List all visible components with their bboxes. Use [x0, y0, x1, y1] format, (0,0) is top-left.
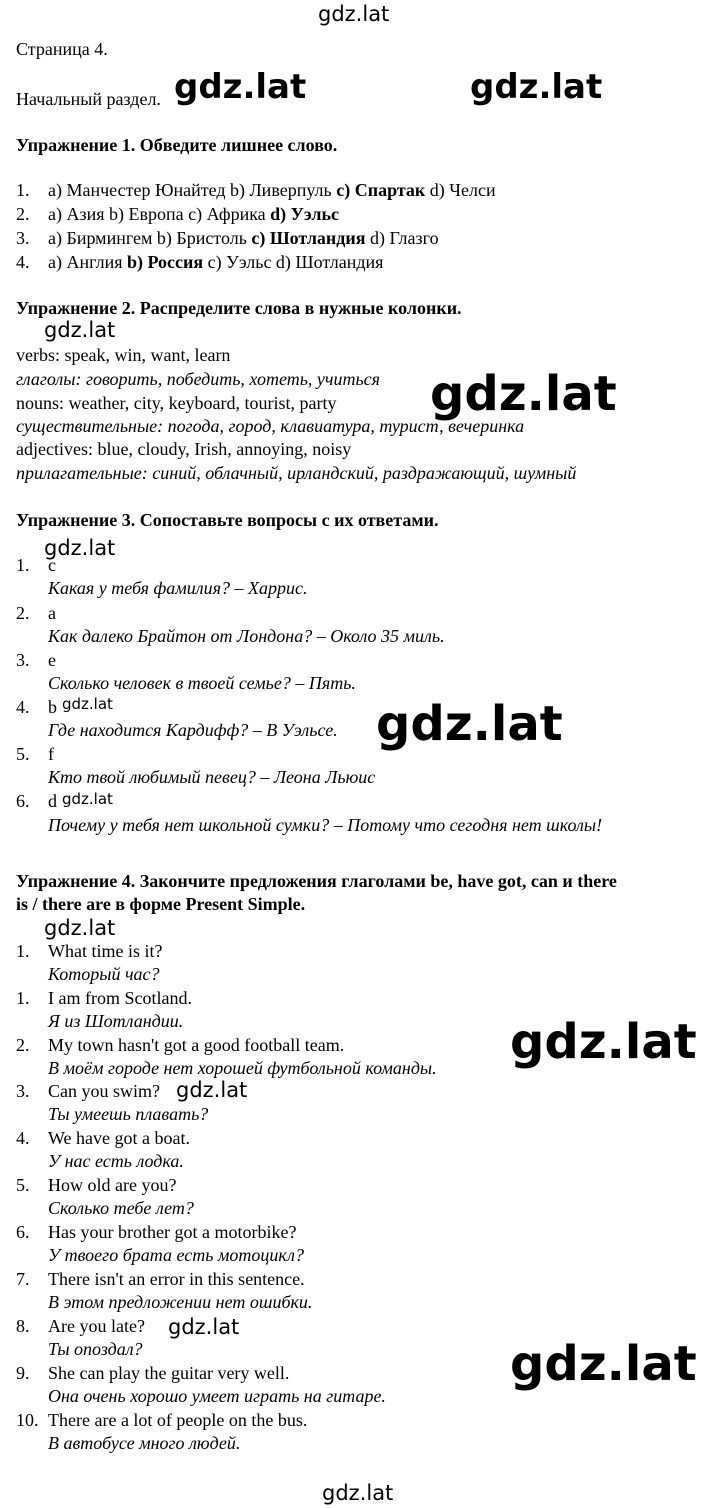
- item-text: [48, 227, 439, 249]
- exercise-4-heading-cont: is / there are в форме Present Simple.: [16, 894, 306, 914]
- watermark-text: gdz.lat: [168, 1315, 240, 1339]
- watermark-text: gdz.lat: [44, 916, 116, 940]
- option-text: a) Азия b) Европа c) Африка: [48, 204, 271, 224]
- answer-translation: Где находится Кардифф? – В Уэльсе.: [48, 720, 338, 740]
- item-text: [48, 203, 339, 225]
- item-number: 6.: [16, 1222, 30, 1242]
- watermark-text: gdz.lat: [318, 2, 390, 26]
- answer-translation: Сколько человек в твоей семье? – Пять.: [48, 673, 356, 693]
- item-number: 6.: [16, 791, 30, 811]
- option-text: c) Уэльс d) Шотландия: [203, 252, 384, 272]
- item-number: 4.: [16, 252, 30, 272]
- option-text: d) Челси: [425, 180, 496, 200]
- watermark-text: gdz.lat: [470, 67, 603, 107]
- answer-letter: c: [48, 555, 56, 575]
- watermark-text: gdz.lat: [62, 790, 113, 808]
- item-number: 3.: [16, 1081, 30, 1101]
- odd-word: c) Спартак: [336, 180, 426, 200]
- watermark-text: gdz.lat: [376, 696, 563, 752]
- item-number: 5.: [16, 744, 30, 764]
- sentence-en: She can play the guitar very well.: [48, 1363, 290, 1383]
- odd-word: c) Шотландия: [251, 228, 366, 248]
- verbs-line: verbs: speak, win, want, learn: [16, 345, 231, 365]
- option-text: d) Глазго: [365, 228, 439, 248]
- item-number: 1.: [16, 941, 30, 961]
- sentence-en: I am from Scotland.: [48, 988, 192, 1008]
- sentence-en: There isn't an error in this sentence.: [48, 1269, 305, 1289]
- item-number: 1.: [16, 988, 30, 1008]
- verbs-translation: глаголы: говорить, победить, хотеть, учиться: [16, 369, 381, 389]
- sentence-ru: Ты опоздал?: [48, 1339, 143, 1359]
- exercise-1-heading: Упражнение 1. Обведите лишнее слово.: [16, 135, 338, 155]
- sentence-ru: У твоего брата есть мотоцикл?: [48, 1245, 305, 1265]
- answer-translation: Как далеко Брайтон от Лондона? – Около 35 миль.: [48, 626, 445, 646]
- item-number: 1.: [16, 180, 30, 200]
- sentence-en: Are you late?: [48, 1316, 145, 1336]
- watermark-text: gdz.lat: [174, 67, 307, 107]
- item-number: 2.: [16, 603, 30, 623]
- item-number: 1.: [16, 555, 30, 575]
- item-number: 8.: [16, 1316, 30, 1336]
- watermark-text: gdz.lat: [430, 366, 617, 422]
- answer-translation: Какая у тебя фамилия? – Харрис.: [48, 578, 308, 598]
- option-text: a) Бирмингем b) Бристоль: [48, 228, 252, 248]
- option-text: a) Манчестер Юнайтед b) Ливерпуль: [48, 180, 337, 200]
- sentence-en: There are a lot of people on the bus.: [48, 1410, 308, 1430]
- watermark-text: gdz.lat: [44, 318, 116, 342]
- sentence-ru: Ты умеешь плавать?: [48, 1104, 209, 1124]
- sentence-ru: У нас есть лодка.: [48, 1151, 184, 1171]
- answer-letter: b: [48, 697, 57, 717]
- item-number: 5.: [16, 1175, 30, 1195]
- item-number: 2.: [16, 1035, 30, 1055]
- sentence-en: What time is it?: [48, 941, 163, 961]
- watermark-text: gdz.lat: [510, 1014, 697, 1070]
- answer-translation: Кто твой любимый певец? – Леона Льюис: [48, 767, 376, 787]
- exercise-3-heading: Упражнение 3. Сопоставьте вопросы с их ответами.: [16, 510, 439, 530]
- nouns-translation: существительные: погода, город, клавиатура, турист, вечеринка: [16, 416, 525, 436]
- watermark-text: gdz.lat: [510, 1336, 697, 1392]
- watermark-text: gdz.lat: [322, 1481, 394, 1505]
- option-text: a) Англия: [48, 252, 127, 272]
- sentence-en: We have got a boat.: [48, 1128, 190, 1148]
- answer-letter: a: [48, 603, 56, 623]
- odd-word: b) Россия: [126, 252, 204, 272]
- answer-letter: f: [48, 744, 54, 764]
- answer-letter: d: [48, 791, 57, 811]
- item-text: [48, 179, 496, 201]
- item-number: 4.: [16, 697, 30, 717]
- item-number: 3.: [16, 650, 30, 670]
- watermark-text: gdz.lat: [62, 695, 113, 713]
- sentence-ru: В моём городе нет хорошей футбольной команды.: [48, 1058, 437, 1078]
- nouns-line: nouns: weather, city, keyboard, tourist, party: [16, 393, 337, 413]
- item-number: 4.: [16, 1128, 30, 1148]
- sentence-ru: Она очень хорошо умеет играть на гитаре.: [48, 1386, 386, 1406]
- answer-translation: Почему у тебя нет школьной сумки? – Потому что сегодня нет школы!: [48, 815, 603, 835]
- item-number: 10.: [16, 1410, 39, 1430]
- odd-word: d) Уэльс: [270, 204, 339, 224]
- sentence-ru: Сколько тебе лет?: [48, 1198, 194, 1218]
- sentence-ru: В автобусе много людей.: [48, 1433, 241, 1453]
- exercise-4-heading: Упражнение 4. Закончите предложения глаголами be, have got, can и there: [16, 871, 617, 891]
- sentence-ru: Я из Шотландии.: [48, 1011, 184, 1031]
- item-number: 9.: [16, 1363, 30, 1383]
- sentence-ru: Который час?: [48, 964, 160, 984]
- item-number: 3.: [16, 228, 30, 248]
- section-label: Начальный раздел.: [16, 89, 161, 109]
- answer-letter: e: [48, 650, 56, 670]
- watermark-text: gdz.lat: [44, 536, 116, 560]
- exercise-2-heading: Упражнение 2. Распределите слова в нужные колонки.: [16, 298, 462, 318]
- adjectives-line: adjectives: blue, cloudy, Irish, annoying, noisy: [16, 439, 352, 459]
- sentence-en: My town hasn't got a good football team.: [48, 1035, 345, 1055]
- sentence-en: Has your brother got a motorbike?: [48, 1222, 297, 1242]
- item-number: 7.: [16, 1269, 30, 1289]
- watermark-text: gdz.lat: [176, 1078, 248, 1102]
- sentence-en: Can you swim?: [48, 1081, 160, 1101]
- sentence-ru: В этом предложении нет ошибки.: [48, 1292, 313, 1312]
- item-number: 2.: [16, 204, 30, 224]
- item-text: [48, 251, 383, 273]
- sentence-en: How old are you?: [48, 1175, 177, 1195]
- adjectives-translation: прилагательные: синий, облачный, ирландский, раздражающий, шумный: [16, 463, 577, 483]
- page-label: Страница 4.: [16, 39, 108, 59]
